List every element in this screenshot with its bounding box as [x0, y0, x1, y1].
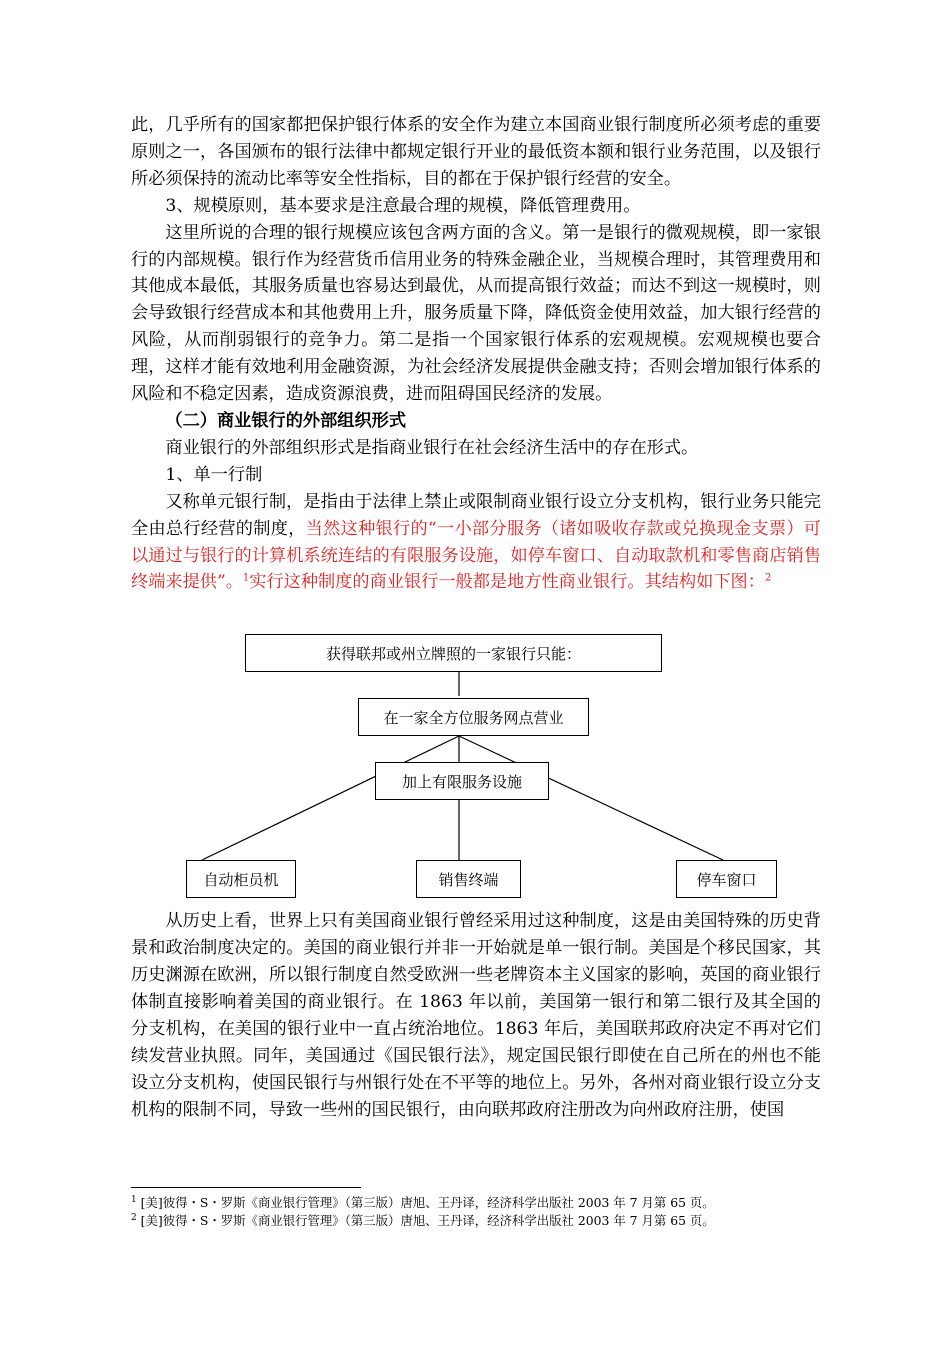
- footnote-text-2: [美]彼得・S・罗斯《商业银行管理》（第三版）唐旭、王丹译，经济科学出版社 2003 年 7 月第 65 页。: [136, 1213, 715, 1228]
- unit-banking-tail: 实行这种制度的商业银行一般都是地方性商业银行。其结构如下图：: [249, 572, 765, 593]
- section-heading: （二）商业银行的外部组织形式: [165, 410, 407, 431]
- diagram-box-atm: 自动柜员机: [186, 860, 296, 898]
- unit-banking-structure-diagram: [131, 596, 821, 896]
- footnote-text-1: [美]彼得・S・罗斯《商业银行管理》（第三版）唐旭、王丹译，经济科学出版社 2003 年 7 月第 65 页。: [136, 1195, 715, 1210]
- paragraph-scale-principle: 3、规模原则，基本要求是注意最合理的规模，降低管理费用。: [165, 195, 641, 216]
- paragraph-reasonable-scale: 这里所说的合理的银行规模应该包含两方面的含义。第一是银行的微观规模，即一家银行的内部规模。银行作为经营货币信用业务的特殊金融企业，当规模合理时，其管理费用和其他成本最低，其服务质量也容易达到最优，从而提高银行效益；而达不到这一规模时，则会导致银行经营成本和其他费用上升，服务质量下降，降低资金使用效益，加大银行经营的风险，从而削弱银行的竞争力。第二是指一个国家银行体系的宏观规模。宏观规模也要合理，这样才能有效地利用金融资源，为社会经济发展提供金融支持；否则会增加银行体系的风险和不稳定因素，造成资源浪费，进而阻碍国民经济的发展。: [131, 222, 821, 405]
- paragraph-safety-cont: 此，几乎所有的国家都把保护银行体系的安全作为建立本国商业银行制度所必须考虑的重要原则之一，各国颁布的银行法律中都规定银行开业的最低资本额和银行业务范围，以及银行所必须保持的流动比率等安全性指标，目的都在于保护银行经营的安全。: [131, 115, 821, 189]
- footnote-mark-1: 1: [131, 1194, 137, 1205]
- footnote-ref-2: 2: [764, 572, 772, 584]
- footnote-ref-1: 1: [242, 572, 250, 584]
- diagram-box-limited-facilities: 加上有限服务设施: [375, 762, 549, 800]
- footnotes: [131, 1187, 821, 1230]
- diagram-box-full-service: 在一家全方位服务网点营业: [358, 698, 589, 736]
- paragraph-unit-banking: [131, 489, 821, 597]
- subheading-unit-banking: 1、单一行制: [165, 464, 263, 485]
- footnote-mark-2: 2: [131, 1212, 137, 1223]
- unit-banking-quote: 当然这种银行的“一小部分服务（诸如吸收存款或兑换现金支票）可以通过与银行的计算机系统连结的有限服务设施，如停车窗口、自动取款机和零售商店销售终端来提供”。: [131, 518, 821, 593]
- diagram-box-top: 获得联邦或州立牌照的一家银行只能：: [245, 634, 662, 672]
- footnote-divider: [131, 1187, 361, 1188]
- footnote-1: [131, 1194, 821, 1212]
- footnote-2: [131, 1212, 821, 1230]
- page-body: [131, 112, 821, 1124]
- paragraph-intro: 商业银行的外部组织形式是指商业银行在社会经济生活中的存在形式。: [165, 437, 699, 458]
- unit-banking-definition: 又称单元银行制，是指由于法律上禁止或限制商业银行设立分支机构，银行业务只能完全由总行经营的制度，: [131, 491, 821, 539]
- paragraph-history: 从历史上看，世界上只有美国商业银行曾经采用过这种制度，这是由美国特殊的历史背景和政治制度决定的。美国的商业银行并非一开始就是单一银行制。美国是个移民国家，其历史渊源在欧洲，所以银行制度自然受欧洲一些老牌资本主义国家的影响，英国的商业银行体制直接影响着美国的商业银行。在 1863 年以前，美国第一银行和第二银行及其全国的分支机构，在美国的银行业中一直占统治地位。1863 年后，美国联邦政府决定不再对它们续发营业执照。同年，美国通过《国民银行法》，规定国民银行即使在自己所在的州也不能设立分支机构，使国民银行与州银行处在不平等的地位上。另外，各州对商业银行设立分支机构的限制不同，导致一些州的国民银行，由向联邦政府注册改为向州政府注册，使国: [131, 911, 821, 1120]
- diagram-box-drive-in: 停车窗口: [676, 860, 777, 898]
- diagram-box-pos-terminal: 销售终端: [416, 860, 521, 898]
